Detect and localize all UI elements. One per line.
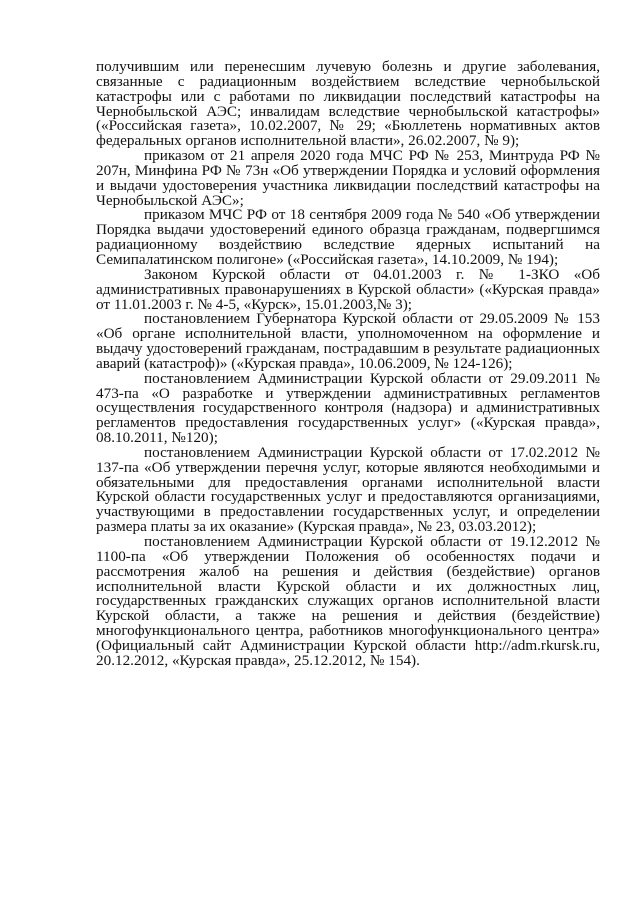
paragraph-kursk-law-2003: Законом Курской области от 04.01.2003 г. № 1-ЗКО «Об административных правонарушениях в Курской области» («Курская правда» от 11.01.2003 г. № 4-5, «Курск», 15.01.2003,№ 3);	[96, 265, 600, 313]
paragraph-administration-resolution-2012-137: постановлением Администрации Курской области от 17.02.2012 № 137-па «Об утверждении перечня услуг, которые являются необходимыми и обязательными для предоставления органами исполнительной власти Курской области государственных услуг и предоставляются организациями, участвующими в предоставлении государственных услуг, и определении размера платы за их оказание» (Курская правда», № 23, 03.03.2012);	[96, 443, 600, 536]
paragraph-list-continuation: получившим или перенесшим лучевую болезнь и другие заболевания, связанные с радиационным воздействием вследствие чернобыльской катастрофы или с работами по ликвидации последствий катастрофы на Чернобыльской АЭС; инвалидам вследствие чернобыльской катастрофы» («Российская газета», 10.02.2007, № 29; «Бюллетень нормативных актов федеральных органов исполнительной власти», 26.02.2007, № 9);	[96, 58, 600, 150]
paragraph-mchs-order-2009: приказом МЧС РФ от 18 сентября 2009 года № 540 «Об утверждении Порядка выдачи удостоверений единого образца гражданам, подвергшимся радиационному воздействию вследствие ядерных испытаний на Семипалатинском полигоне» («Российская газета», 14.10.2009, № 194);	[96, 206, 600, 268]
paragraph-administration-resolution-2011: постановлением Администрации Курской области от 29.09.2011 № 473-па «О разработке и утверждении административных регламентов осуществления государственного контроля (надзора) и административных регламентов предоставления государственных услуг» («Курская правда», 08.10.2011, №120);	[96, 369, 600, 447]
paragraph-administration-resolution-2012-1100: постановлением Администрации Курской области от 19.12.2012 № 1100-па «Об утверждении Положения об особенностях подачи и рассмотрения жалоб на решения и действия (бездействие) органов исполнительной власти Курской области и их должностных лиц, государственных гражданских служащих органов исполнительной власти Курской области, а также на решения и действия (бездействие) многофункционального центра, работников многофункционального центра» (Официальный сайт Администрации Курской области http://adm.rkursk.ru, 20.12.2012, «Курская правда», 25.12.2012, № 154).	[96, 533, 600, 669]
document-body	[96, 60, 600, 669]
paragraph-mchs-order-2020: приказом от 21 апреля 2020 года МЧС РФ № 253, Минтруда РФ № 207н, Минфина РФ № 73н «Об утверждении Порядка и условий оформления и выдачи удостоверения участника ликвидации последствий катастрофы на Чернобыльской АЭС»;	[96, 147, 600, 209]
paragraph-governor-resolution-2009: постановлением Губернатора Курской области от 29.05.2009 № 153 «Об органе исполнительной власти, уполномоченном на оформление и выдачу удостоверений гражданам, пострадавшим в результате радиационных аварий (катастроф)» («Курская правда», 10.06.2009, № 124-126);	[96, 310, 600, 372]
